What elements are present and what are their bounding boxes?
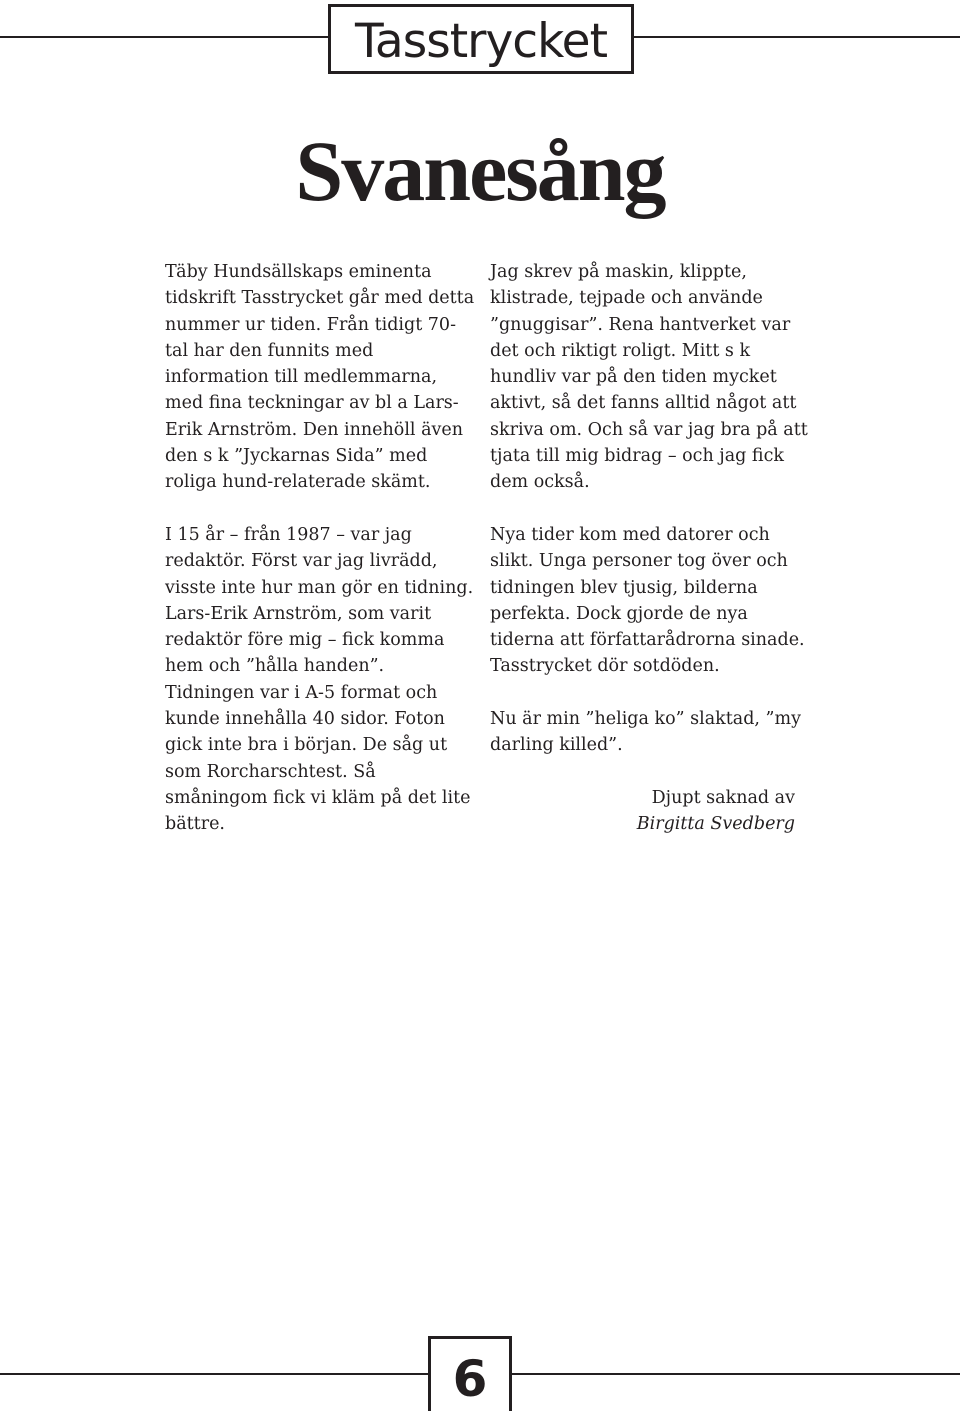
paragraph: I 15 år – från 1987 – var jag redaktör. Först var jag livrädd, visste inte hur man gör en tidning. Lars-Erik Arnström, som varit redaktör före mig – fick komma hem och ”hålla handen”. Tidningen var i A-5 format och kunde innehålla 40 sidor. Foton gick inte bra i början. De såg ut som Rorcharschtest. Så småningom fick vi kläm på det lite bättre.	[165, 524, 474, 835]
page-number: 6	[452, 1350, 488, 1408]
footer-rule-right	[509, 1373, 960, 1375]
article-column-right	[490, 259, 810, 838]
masthead-title: Tasstrycket	[355, 13, 607, 69]
footer-rule-left	[0, 1373, 430, 1375]
paragraph: Jag skrev på maskin, klippte, klistrade, tejpade och använde ”gnuggisar”. Rena hantverket var det och riktigt roligt. Mitt s k hundliv var på den tiden mycket aktivt, så det fanns alltid något att skriva om. Och så var jag bra på att tjata till mig bidrag – och jag fick dem också.	[490, 262, 808, 493]
masthead-rule-left	[0, 36, 330, 38]
article-headline: Svanesång	[295, 123, 665, 219]
signoff	[490, 785, 795, 838]
paragraph: Täby Hundsällskaps eminenta tidskrift Tasstrycket går med detta nummer ur tiden. Från tidigt 70-tal har den funnits med information till medlemmarna, med fina teckningar av bl a Lars-Erik Arnström. Den innehöll även den s k ”Jyckarnas Sida” med roliga hund-relaterade skämt.	[165, 262, 475, 493]
paragraph: Nu är min ”heliga ko” slaktad, ”my darling killed”.	[490, 709, 801, 756]
paragraph: Nya tider kom med datorer och slikt. Unga personer tog över och tidningen blev tjusig, bilderna perfekta. Dock gjorde de nya tiderna att författarådrorna sinade. Tasstrycket dör sotdöden.	[490, 524, 805, 677]
signoff-author: Birgitta Svedberg	[636, 814, 795, 835]
masthead	[328, 4, 634, 74]
signoff-label: Djupt saknad av	[651, 787, 795, 808]
article-column-left	[165, 259, 475, 864]
masthead-rule-right	[631, 36, 960, 38]
page-number-box	[428, 1336, 512, 1411]
